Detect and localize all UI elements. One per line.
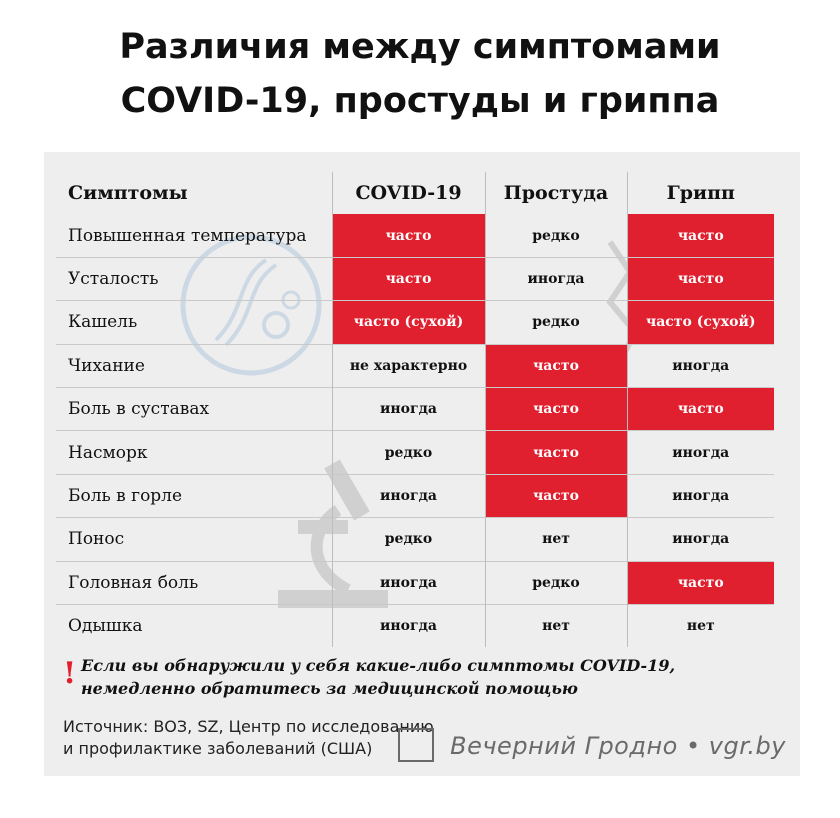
flu-value: иногда bbox=[627, 344, 774, 387]
symptom-name: Усталость bbox=[56, 257, 332, 300]
source-line-1: Источник: ВОЗ, SZ, Центр по исследованию bbox=[63, 717, 434, 736]
covid-value: редко bbox=[332, 431, 485, 474]
warning-note bbox=[63, 654, 675, 700]
covid-value: часто (сухой) bbox=[332, 301, 485, 344]
table-row bbox=[56, 604, 774, 647]
flu-value: часто bbox=[627, 561, 774, 604]
flu-value: часто bbox=[627, 214, 774, 257]
brand-site: vgr.by bbox=[708, 732, 786, 760]
flu-value: часто bbox=[627, 257, 774, 300]
table-row bbox=[56, 518, 774, 561]
covid-value: иногда bbox=[332, 387, 485, 430]
brand-watermark bbox=[398, 730, 786, 764]
cold-value: иногда bbox=[485, 257, 627, 300]
flu-value: часто (сухой) bbox=[627, 301, 774, 344]
title-line-1: Различия между симптомами bbox=[119, 27, 721, 67]
symptom-name: Одышка bbox=[56, 604, 332, 647]
covid-value: редко bbox=[332, 518, 485, 561]
warning-line-2: немедленно обратитесь за медицинской помощью bbox=[81, 679, 578, 698]
table-row bbox=[56, 301, 774, 344]
header-cold: Простуда bbox=[485, 172, 627, 214]
cold-value: редко bbox=[485, 214, 627, 257]
cold-value: редко bbox=[485, 561, 627, 604]
source-line-2: и профилактике заболеваний (США) bbox=[63, 739, 373, 758]
covid-value: не характерно bbox=[332, 344, 485, 387]
table-row bbox=[56, 214, 774, 257]
table-row bbox=[56, 431, 774, 474]
header-covid: COVID-19 bbox=[332, 172, 485, 214]
table-header-row bbox=[56, 172, 774, 214]
cold-value: редко bbox=[485, 301, 627, 344]
table-row bbox=[56, 474, 774, 517]
flu-value: нет bbox=[627, 604, 774, 647]
cold-value: часто bbox=[485, 387, 627, 430]
covid-value: часто bbox=[332, 257, 485, 300]
flu-value: иногда bbox=[627, 518, 774, 561]
symptom-name: Боль в суставах bbox=[56, 387, 332, 430]
source-note bbox=[63, 716, 434, 760]
symptom-name: Кашель bbox=[56, 301, 332, 344]
table-row bbox=[56, 257, 774, 300]
covid-value: иногда bbox=[332, 474, 485, 517]
flu-value: иногда bbox=[627, 474, 774, 517]
cold-value: часто bbox=[485, 344, 627, 387]
header-flu: Грипп bbox=[627, 172, 774, 214]
symptoms-table bbox=[56, 172, 774, 647]
covid-value: иногда bbox=[332, 561, 485, 604]
brand-name: Вечерний Гродно bbox=[450, 732, 678, 760]
brand-logo-icon bbox=[398, 728, 434, 762]
symptom-name: Чихание bbox=[56, 344, 332, 387]
table-row bbox=[56, 344, 774, 387]
cold-value: нет bbox=[485, 518, 627, 561]
exclamation-icon: ! bbox=[63, 656, 77, 691]
symptom-name: Головная боль bbox=[56, 561, 332, 604]
symptom-name: Повышенная температура bbox=[68, 225, 307, 246]
brand-separator: • bbox=[685, 732, 701, 760]
table-row bbox=[56, 387, 774, 430]
cold-value: нет bbox=[485, 604, 627, 647]
flu-value: часто bbox=[627, 387, 774, 430]
header-symptoms: Симптомы bbox=[68, 182, 188, 205]
warning-line-1: Если вы обнаружили у себя какие-либо симптомы COVID-19, bbox=[81, 656, 676, 675]
page-title bbox=[0, 20, 840, 128]
cold-value: часто bbox=[485, 431, 627, 474]
covid-value: часто bbox=[332, 214, 485, 257]
symptom-name: Насморк bbox=[56, 431, 332, 474]
table-row bbox=[56, 561, 774, 604]
covid-value: иногда bbox=[332, 604, 485, 647]
symptom-name: Понос bbox=[56, 518, 332, 561]
cold-value: часто bbox=[485, 474, 627, 517]
symptom-name: Боль в горле bbox=[56, 474, 332, 517]
flu-value: иногда bbox=[627, 431, 774, 474]
title-line-2: COVID-19, простуды и гриппа bbox=[120, 81, 720, 121]
